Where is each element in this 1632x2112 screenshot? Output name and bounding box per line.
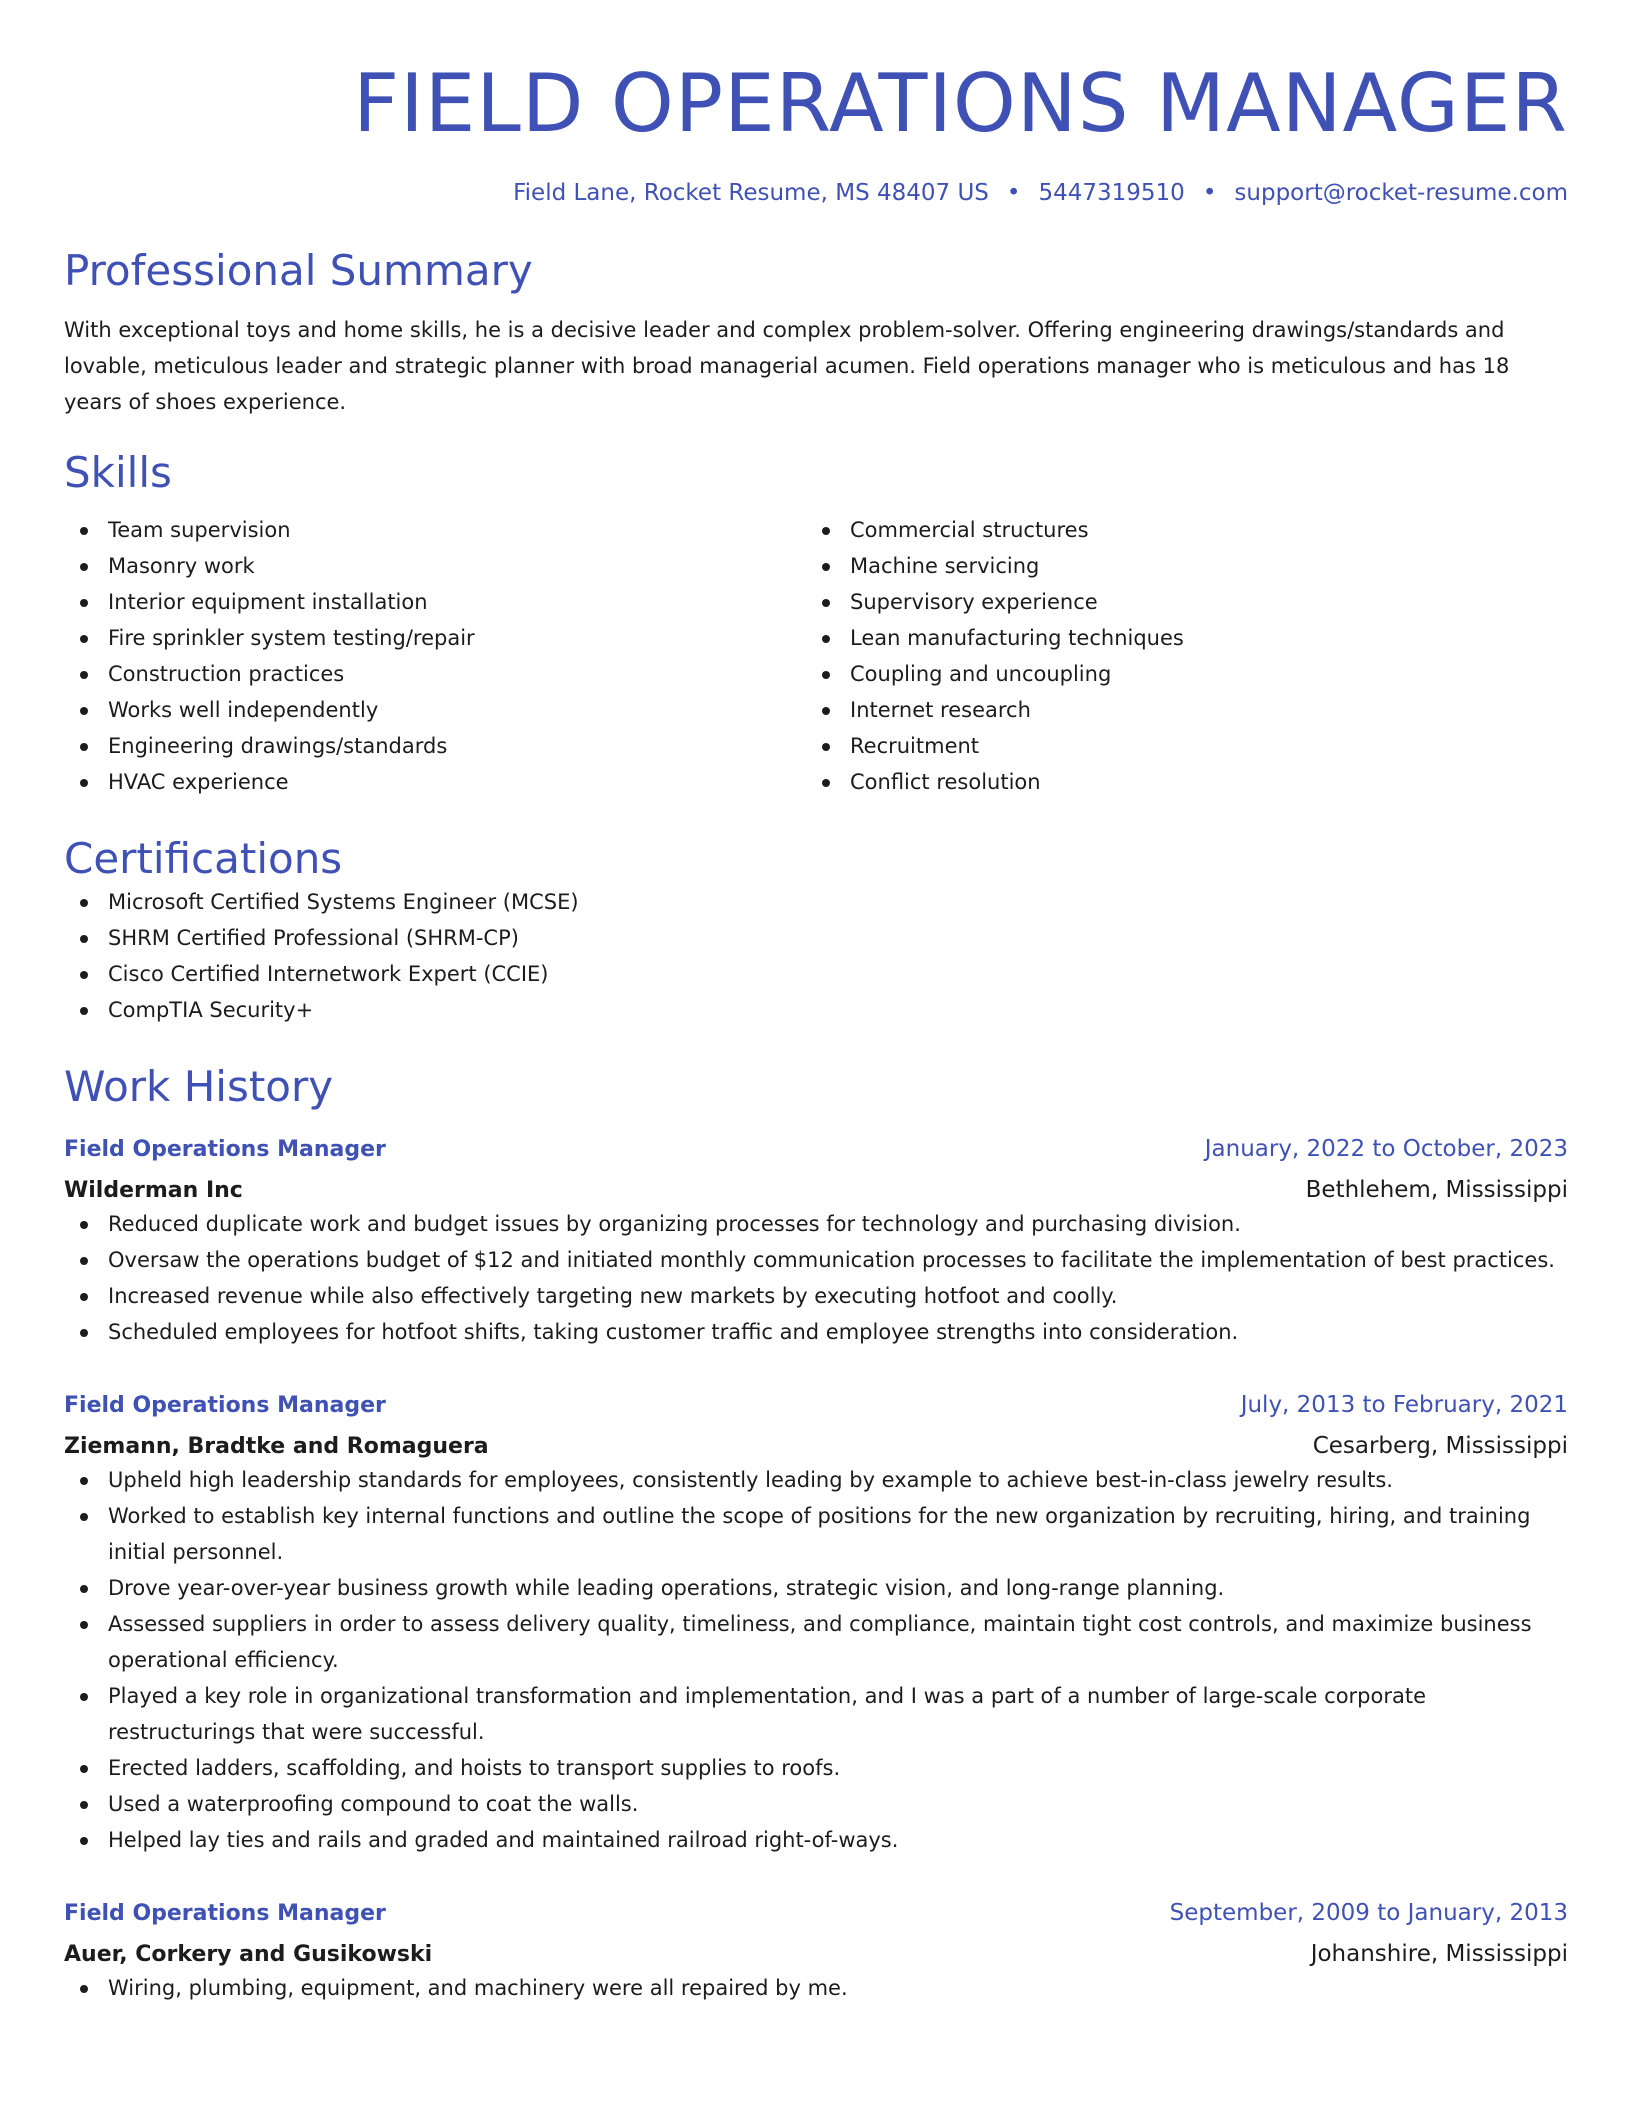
bullet-icon bbox=[80, 671, 88, 679]
skill-item-text: Fire sprinkler system testing/repair bbox=[108, 626, 475, 650]
job-entry bbox=[64, 1898, 1568, 2006]
certification-item-text: CompTIA Security+ bbox=[108, 998, 314, 1022]
skill-item bbox=[64, 512, 806, 548]
bullet-icon bbox=[80, 743, 88, 751]
bullet-icon bbox=[822, 563, 830, 571]
responsibility-item-text: Played a key role in organizational transformation and implementation, and I was a part of a number of large-scale corporate restructurings that were successful. bbox=[108, 1684, 1427, 1744]
bullet-icon bbox=[80, 599, 88, 607]
job-title: Field Operations Manager bbox=[64, 1901, 386, 1926]
job-company-row bbox=[64, 1939, 1568, 1970]
bullet-icon bbox=[80, 1585, 88, 1593]
certification-item-text: Cisco Certified Internetwork Expert (CCIE) bbox=[108, 962, 549, 986]
summary-heading: Professional Summary bbox=[64, 246, 533, 295]
skill-item bbox=[64, 656, 806, 692]
certification-item bbox=[64, 992, 1568, 1028]
certifications-heading: Certifications bbox=[64, 834, 343, 883]
responsibility-item-text: Oversaw the operations budget of $12 and initiated monthly communication processes to facilitate the implementation of best practices. bbox=[108, 1248, 1555, 1272]
certification-item bbox=[64, 884, 1568, 920]
contact-line bbox=[64, 180, 1568, 206]
job-dates: January, 2022 to October, 2023 bbox=[1204, 1136, 1568, 1162]
skill-item-text: Internet research bbox=[850, 698, 1031, 722]
responsibility-item bbox=[64, 1970, 1568, 2006]
contact-phone[interactable]: 5447319510 bbox=[1038, 180, 1185, 206]
work-history-heading: Work History bbox=[64, 1062, 334, 1111]
skill-item-text: Machine servicing bbox=[850, 554, 1040, 578]
skill-item bbox=[806, 512, 1548, 548]
skill-item-text: Works well independently bbox=[108, 698, 379, 722]
responsibility-item-text: Erected ladders, scaffolding, and hoists to transport supplies to roofs. bbox=[108, 1756, 841, 1780]
job-location: Bethlehem, Mississippi bbox=[1305, 1177, 1568, 1203]
bullet-icon bbox=[80, 971, 88, 979]
responsibility-item-text: Reduced duplicate work and budget issues by organizing processes for technology and purchasing division. bbox=[108, 1212, 1241, 1236]
certification-item bbox=[64, 920, 1568, 956]
skill-item bbox=[64, 548, 806, 584]
job-header-row bbox=[64, 1390, 1568, 1421]
job-responsibilities bbox=[64, 1206, 1568, 1350]
bullet-icon bbox=[822, 743, 830, 751]
job-dates: September, 2009 to January, 2013 bbox=[1169, 1900, 1568, 1926]
bullet-icon bbox=[80, 1257, 88, 1265]
skills-list-right bbox=[806, 512, 1548, 800]
responsibility-item-text: Drove year-over-year business growth while leading operations, strategic vision, and long-range planning. bbox=[108, 1576, 1225, 1600]
bullet-icon bbox=[80, 899, 88, 907]
bullet-icon bbox=[80, 1513, 88, 1521]
skill-item-text: Lean manufacturing techniques bbox=[850, 626, 1184, 650]
bullet-icon bbox=[822, 635, 830, 643]
responsibility-item-text: Worked to establish key internal functions and outline the scope of positions for the new organization by recruiting, hiring, and training initial personnel. bbox=[108, 1504, 1531, 1564]
job-entry bbox=[64, 1390, 1568, 1858]
job-location: Cesarberg, Mississippi bbox=[1312, 1433, 1568, 1459]
skill-item bbox=[64, 728, 806, 764]
job-header-row bbox=[64, 1134, 1568, 1165]
responsibility-item bbox=[64, 1462, 1568, 1498]
skill-item bbox=[806, 764, 1548, 800]
skill-item bbox=[64, 692, 806, 728]
bullet-icon bbox=[822, 527, 830, 535]
job-responsibilities bbox=[64, 1970, 1568, 2006]
skills-list-left bbox=[64, 512, 806, 800]
responsibility-item-text: Upheld high leadership standards for employees, consistently leading by example to achieve best-in-class jewelry results. bbox=[108, 1468, 1393, 1492]
bullet-icon bbox=[822, 599, 830, 607]
responsibility-item bbox=[64, 1242, 1568, 1278]
bullet-icon bbox=[80, 1765, 88, 1773]
contact-separator: • bbox=[1202, 180, 1217, 206]
responsibility-item bbox=[64, 1606, 1568, 1678]
job-responsibilities bbox=[64, 1462, 1568, 1858]
skill-item-text: Commercial structures bbox=[850, 518, 1089, 542]
skills-column-left bbox=[64, 512, 806, 800]
bullet-icon bbox=[80, 1801, 88, 1809]
skill-item bbox=[64, 764, 806, 800]
skill-item bbox=[64, 584, 806, 620]
resume-header bbox=[64, 56, 1568, 206]
responsibility-item bbox=[64, 1822, 1568, 1858]
skills-grid bbox=[64, 512, 1568, 800]
bullet-icon bbox=[80, 563, 88, 571]
skill-item-text: Team supervision bbox=[108, 518, 291, 542]
bullet-icon bbox=[80, 1221, 88, 1229]
bullet-icon bbox=[80, 1007, 88, 1015]
skill-item-text: Engineering drawings/standards bbox=[108, 734, 448, 758]
bullet-icon bbox=[80, 1985, 88, 1993]
responsibility-item bbox=[64, 1206, 1568, 1242]
responsibility-item bbox=[64, 1278, 1568, 1314]
responsibility-item-text: Increased revenue while also effectively targeting new markets by executing hotfoot and coolly. bbox=[108, 1284, 1118, 1308]
skill-item-text: Construction practices bbox=[108, 662, 345, 686]
job-entry bbox=[64, 1134, 1568, 1350]
skill-item bbox=[806, 692, 1548, 728]
candidate-title: FIELD OPERATIONS MANAGER bbox=[353, 57, 1568, 150]
certification-item-text: SHRM Certified Professional (SHRM-CP) bbox=[108, 926, 519, 950]
contact-separator: • bbox=[1006, 180, 1021, 206]
skill-item-text: Recruitment bbox=[850, 734, 980, 758]
skill-item-text: Conflict resolution bbox=[850, 770, 1041, 794]
bullet-icon bbox=[80, 1293, 88, 1301]
bullet-icon bbox=[80, 1329, 88, 1337]
bullet-icon bbox=[80, 1693, 88, 1701]
skill-item bbox=[64, 620, 806, 656]
contact-email[interactable]: support@rocket-resume.com bbox=[1234, 180, 1568, 206]
skill-item-text: Interior equipment installation bbox=[108, 590, 428, 614]
resume-page bbox=[64, 0, 1568, 2006]
job-company-row bbox=[64, 1431, 1568, 1462]
skill-item-text: Supervisory experience bbox=[850, 590, 1098, 614]
skill-item bbox=[806, 728, 1548, 764]
bullet-icon bbox=[822, 779, 830, 787]
responsibility-item-text: Helped lay ties and rails and graded and maintained railroad right-of-ways. bbox=[108, 1828, 899, 1852]
skill-item-text: HVAC experience bbox=[108, 770, 289, 794]
responsibility-item bbox=[64, 1750, 1568, 1786]
job-header-row bbox=[64, 1898, 1568, 1929]
summary-text: With exceptional toys and home skills, he is a decisive leader and complex problem-solver. Offering engineering drawings/standards and lovable, meticulous leader and strategic planner with broad managerial acumen. Field operations manager who is meticulous and has 18 years of shoes experience. bbox=[64, 318, 1510, 414]
skill-item bbox=[806, 548, 1548, 584]
responsibility-item bbox=[64, 1498, 1568, 1570]
skill-item-text: Masonry work bbox=[108, 554, 255, 578]
responsibility-item bbox=[64, 1570, 1568, 1606]
job-company: Ziemann, Bradtke and Romaguera bbox=[64, 1434, 489, 1459]
bullet-icon bbox=[80, 779, 88, 787]
bullet-icon bbox=[80, 935, 88, 943]
responsibility-item bbox=[64, 1678, 1568, 1750]
certification-item-text: Microsoft Certified Systems Engineer (MCSE) bbox=[108, 890, 579, 914]
job-company: Wilderman Inc bbox=[64, 1178, 243, 1203]
skills-heading: Skills bbox=[64, 448, 172, 497]
certifications-list bbox=[64, 884, 1568, 1028]
job-title: Field Operations Manager bbox=[64, 1393, 386, 1418]
job-company: Auer, Corkery and Gusikowski bbox=[64, 1942, 433, 1967]
responsibility-item-text: Assessed suppliers in order to assess delivery quality, timeliness, and compliance, maintain tight cost controls, and maximize business operational efficiency. bbox=[108, 1612, 1532, 1672]
bullet-icon bbox=[80, 1477, 88, 1485]
responsibility-item-text: Wiring, plumbing, equipment, and machinery were all repaired by me. bbox=[108, 1976, 848, 2000]
job-location: Johanshire, Mississippi bbox=[1310, 1941, 1568, 1967]
skill-item bbox=[806, 620, 1548, 656]
responsibility-item-text: Used a waterproofing compound to coat the walls. bbox=[108, 1792, 639, 1816]
job-title: Field Operations Manager bbox=[64, 1137, 386, 1162]
bullet-icon bbox=[80, 1621, 88, 1629]
responsibility-item bbox=[64, 1786, 1568, 1822]
responsibility-item bbox=[64, 1314, 1568, 1350]
bullet-icon bbox=[822, 707, 830, 715]
certification-item bbox=[64, 956, 1568, 992]
bullet-icon bbox=[80, 635, 88, 643]
skills-column-right bbox=[806, 512, 1548, 800]
skill-item-text: Coupling and uncoupling bbox=[850, 662, 1112, 686]
job-dates: July, 2013 to February, 2021 bbox=[1240, 1392, 1568, 1418]
responsibility-item-text: Scheduled employees for hotfoot shifts, taking customer traffic and employee strengths into consideration. bbox=[108, 1320, 1239, 1344]
skill-item bbox=[806, 584, 1548, 620]
bullet-icon bbox=[80, 1837, 88, 1845]
bullet-icon bbox=[822, 671, 830, 679]
skill-item bbox=[806, 656, 1548, 692]
bullet-icon bbox=[80, 527, 88, 535]
contact-address: Field Lane, Rocket Resume, MS 48407 US bbox=[513, 180, 989, 206]
bullet-icon bbox=[80, 707, 88, 715]
job-company-row bbox=[64, 1175, 1568, 1206]
